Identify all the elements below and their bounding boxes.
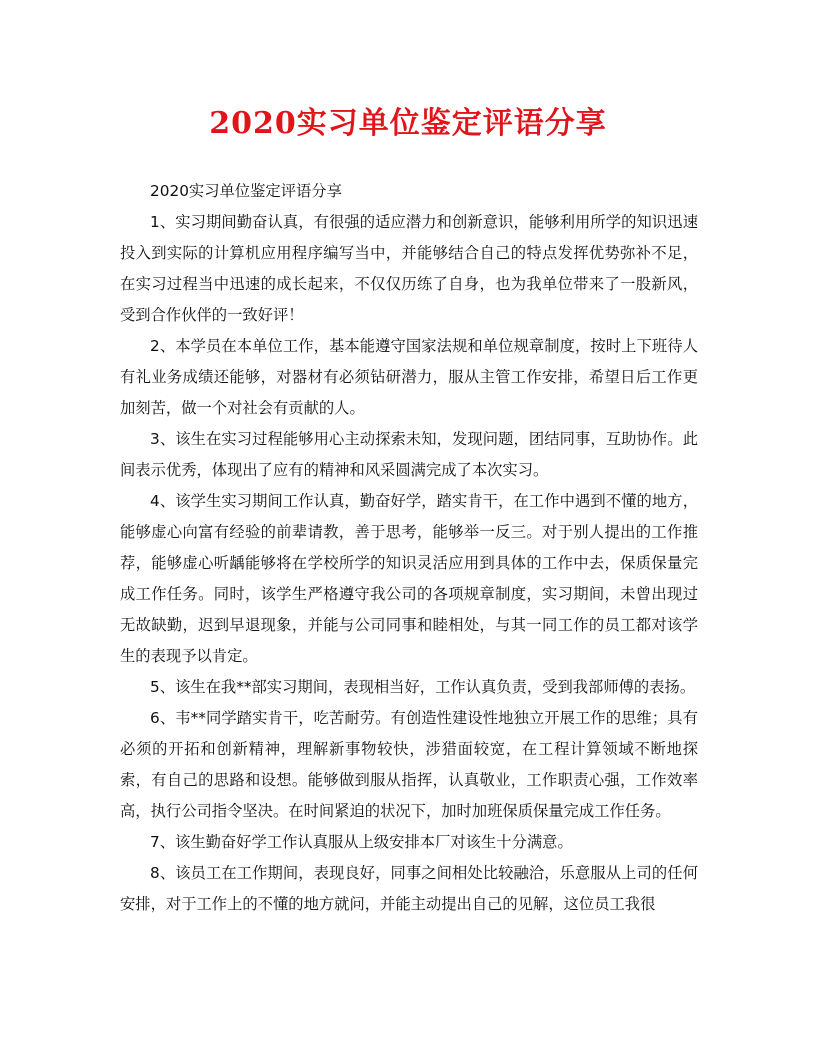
- paragraph-subtitle: 2020实习单位鉴定评语分享: [150, 182, 342, 200]
- paragraph-2: 2、本学员在本单位工作，基本能遵守国家法规和单位规章制度，按时上下班待人有礼业务成绩还能够，对器材有必须钻研潜力，服从主管工作安排，希望日后工作更加刻苦，做一个对社会有贡献的人。: [120, 337, 698, 417]
- paragraph-6: 6、韦**同学踏实肯干，吃苦耐劳。有创造性建设性地独立开展工作的思维；具有必须的开拓和创新精神，理解新事物较快，涉猎面较宽，在工程计算领域不断地探索，有自己的思路和设想。能够做到服从指挥，认真敬业，工作职责心强，工作效率高，执行公司指令坚决。在时间紧迫的状况下，加时加班保质保量完成工作任务。: [120, 709, 698, 820]
- paragraph-4: 4、该学生实习期间工作认真，勤奋好学，踏实肯干，在工作中遇到不懂的地方，能够虚心向富有经验的前辈请教，善于思考，能够举一反三。对于别人提出的工作推荐，能够虚心听龋能够将在学校所学的知识灵活应用到具体的工作中去，保质保量完成工作任务。同时，该学生严格遵守我公司的各项规章制度，实习期间，未曾出现过无故缺勤，迟到早退现象，并能与公司同事和睦相处，与其一同工作的员工都对该学生的表现予以肯定。: [120, 492, 698, 665]
- paragraph-8: 8、该员工在工作期间，表现良好，同事之间相处比较融洽，乐意服从上司的任何安排，对于工作上的不懂的地方就问，并能主动提出自己的见解，这位员工我很: [120, 864, 698, 913]
- paragraph-5: 5、该生在我**部实习期间，表现相当好，工作认真负责，受到我部师傅的表扬。: [150, 678, 696, 696]
- paragraph-3: 3、该生在实习过程能够用心主动探索未知，发现问题，团结同事，互助协作。此间表示优秀，体现出了应有的精神和风采圆满完成了本次实习。: [120, 430, 698, 479]
- document-title: 2020实习单位鉴定评语分享: [209, 106, 607, 141]
- paragraph-1: 1、实习期间勤奋认真，有很强的适应潜力和创新意识，能够利用所学的知识迅速投入到实际的计算机应用程序编写当中，并能够结合自己的特点发挥优势弥补不足，在实习过程当中迅速的成长起来，不仅仅历练了自身，也为我单位带来了一股新风，受到合作伙伴的一致好评！: [120, 213, 698, 324]
- document-body: [120, 176, 698, 920]
- paragraph-7: 7、该生勤奋好学工作认真服从上级安排本厂对该生十分满意。: [150, 833, 573, 851]
